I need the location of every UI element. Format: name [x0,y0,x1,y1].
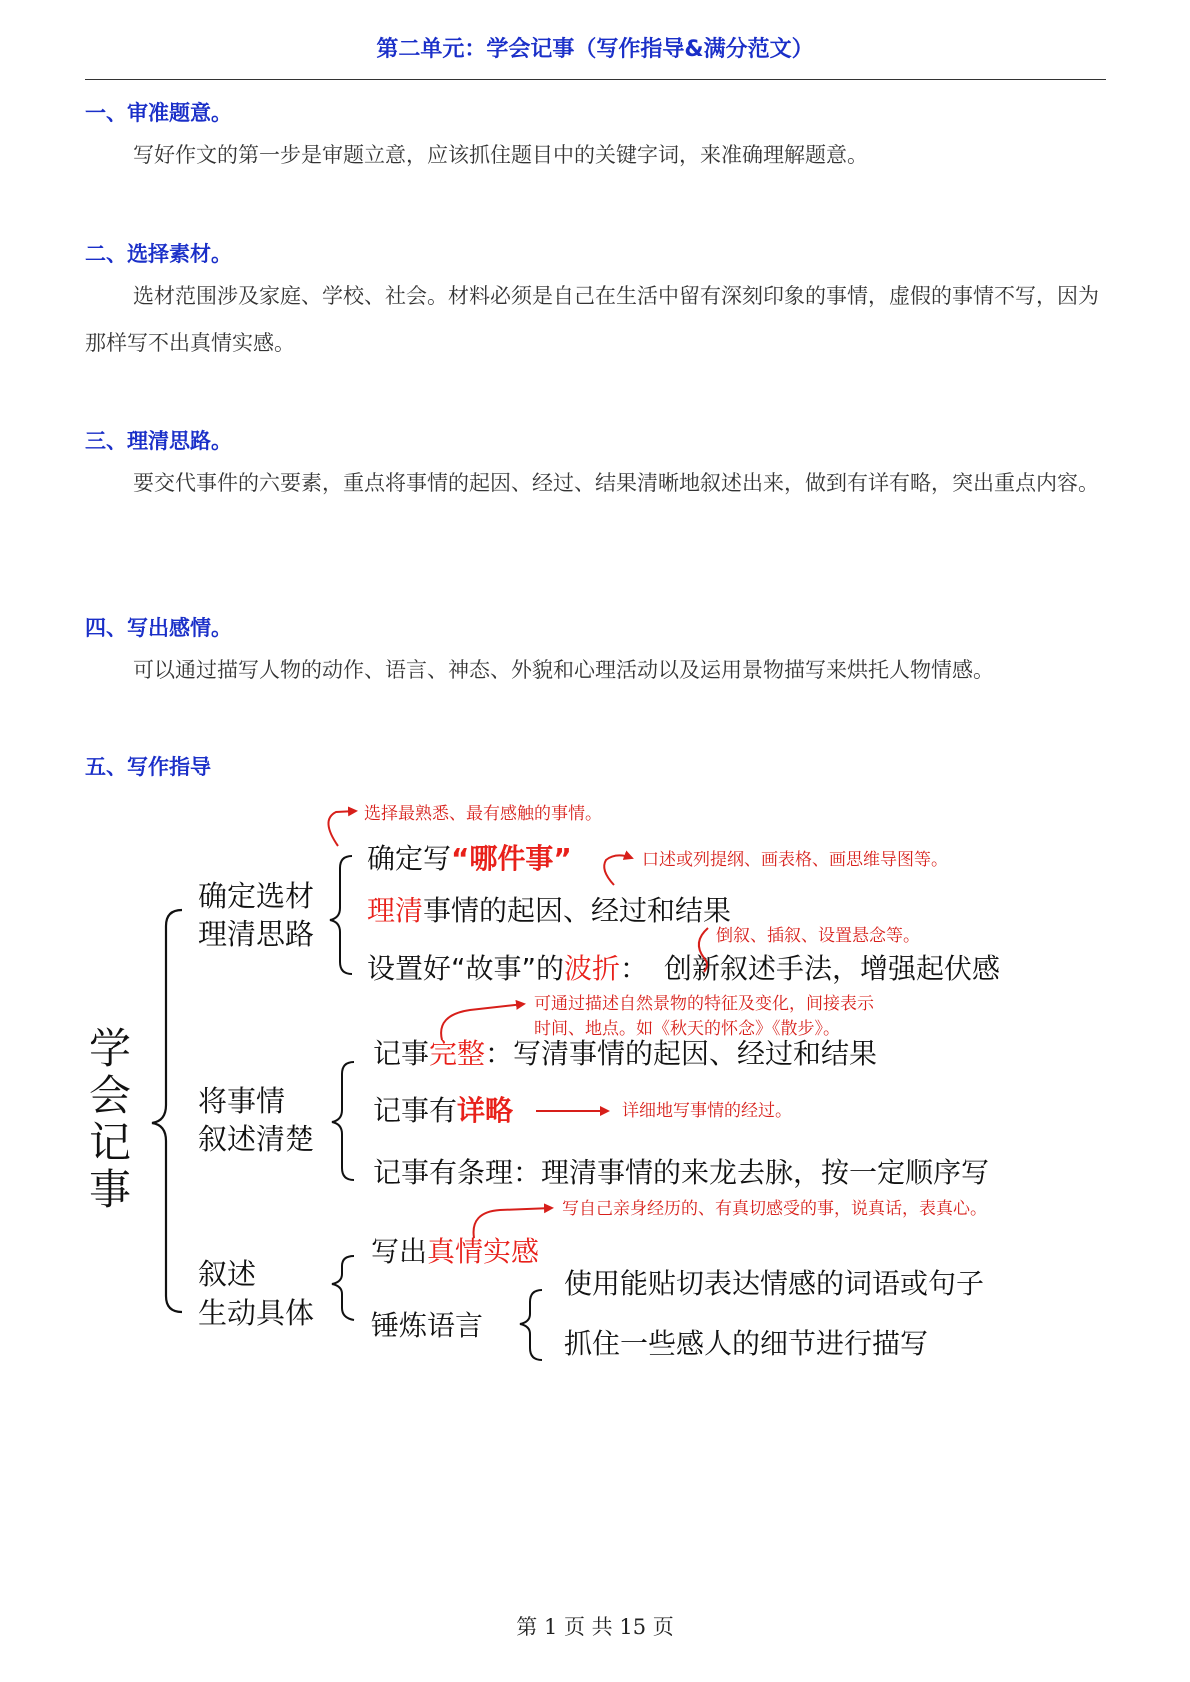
branch1-item2: 理清事情的起因、经过和结果 [367,894,732,927]
root-char-2: 会 [88,1071,132,1120]
root-char-1: 学 [88,1024,132,1073]
section-body-2: 选材范围涉及家庭、学校、社会。材料必须是自己在生活中留有深刻印象的事情，虚假的事情不写，因为那样写不出真情实感。 [85,284,1099,355]
branch2-label-line2: 叙述清楚 [198,1122,315,1156]
section-title-1: 一、审准题意。 [85,101,232,125]
note-zhenqing: 写自己亲身经历的、有真切感受的事，说真话，表真心。 [562,1199,987,1219]
note-bofu: 倒叙、插叙、设置悬念等。 [716,926,920,946]
section-title-4: 四、写出感情。 [85,616,232,640]
branch1-brace [330,856,352,974]
note-zhenqing-arrow [474,1208,552,1238]
root-char-3: 记 [88,1118,132,1167]
branch1-item1: 确定写“哪件事” [367,842,572,875]
section-body-1: 写好作文的第一步是审题立意，应该抓住题目中的关键字词，来准确理解题意。 [133,143,868,167]
note-wanzheng-line2: 时间、地点。如《秋天的怀念》《散步》。 [534,1019,840,1039]
section-title-3: 三、理清思路。 [85,429,232,453]
branch3-sub1: 使用能贴切表达情感的词语或句子 [564,1267,985,1300]
branch2-brace [332,1062,354,1180]
branch3-item2: 锤炼语言 [371,1309,484,1342]
section-body-3: 要交代事件的六要素，重点将事情的起因、经过、结果清晰地叙述出来，做到有详有略，突出重点内容。 [133,471,1099,495]
root-brace [152,910,182,1312]
note-top: 选择最熟悉、最有感触的事情。 [364,804,602,824]
branch2-label-line1: 将事情 [198,1084,286,1118]
branch2-item3: 记事有条理：理清事情的来龙去脉，按一定顺序写 [373,1156,990,1189]
branch1-label-line2: 理清思路 [198,917,315,951]
page-header-title: 第二单元：学会记事（写作指导&满分范文） [376,37,814,62]
section-body-4: 可以通过描写人物的动作、语言、神态、外貌和心理活动以及运用景物描写来烘托人物情感。 [133,658,994,682]
note-wanzheng-arrow [441,1004,524,1040]
branch3-brace [332,1256,354,1320]
branch3-item1: 写出真情实感 [371,1235,540,1268]
page-footer: 第 1 页 共 15 页 [516,1615,674,1639]
branch2-item1: 记事完整：写清事情的起因、经过和结果 [373,1037,878,1070]
branch1-label-line1: 确定选材 [198,879,315,913]
branch3-label-line1: 叙述 [198,1257,257,1291]
note-xianglue: 详细地写事情的经过。 [622,1101,792,1121]
branch1-item3: 设置好“故事”的波折： 创新叙述手法，增强起伏感 [367,952,1001,985]
note-right: 口述或列提纲、画表格、画思维导图等。 [642,850,948,870]
branch3-label-line2: 生动具体 [198,1296,315,1330]
note-right-arrow [604,855,632,885]
section-title-5: 五、写作指导 [85,755,211,779]
note-wanzheng-line1: 可通过描述自然景物的特征及变化，间接表示 [534,994,874,1014]
section-title-2: 二、选择素材。 [85,242,232,266]
branch3-sub-brace [520,1290,542,1360]
note-top-arrow [328,811,356,846]
branch2-item2: 记事有详略 [373,1094,514,1127]
branch3-sub2: 抓住一些感人的细节进行描写 [564,1327,929,1360]
root-char-4: 事 [88,1165,132,1214]
